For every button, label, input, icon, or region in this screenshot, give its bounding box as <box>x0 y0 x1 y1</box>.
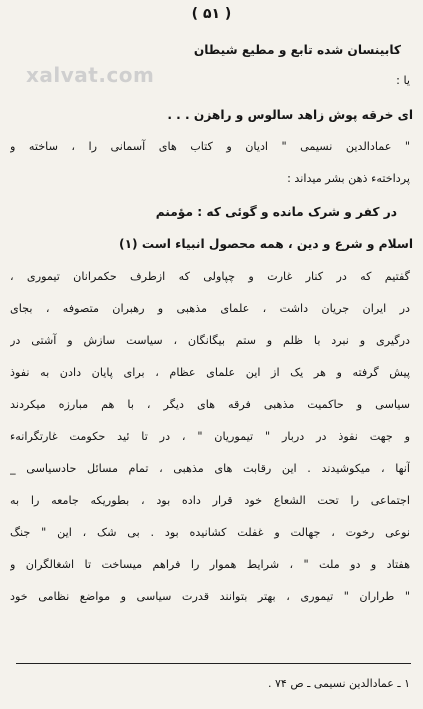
verse-line: ای خرقه پوش زاهد سالوس و راهزن . . . <box>167 108 413 122</box>
paragraph-line: در ایران جریان داشت ، علمای مذهبی و رهبران متصوفه ، بجای <box>10 302 410 315</box>
paragraph-line: نوعی رخوت ، جهالت و غفلت کشانیده بود . بی شک ، این " جنگ <box>10 526 410 539</box>
footnote-divider <box>16 663 411 664</box>
footnote: ۱ ـ عمادالدین نسیمی ـ ص ۷۴ . <box>268 677 410 690</box>
verse-line: اسلام و شرع و دین ، همه محصول انبیاء است (۱) <box>119 237 413 251</box>
paragraph-line: پیش گرفته و هر یک از این علمای عظام ، برای پایان دادن به نفوذ <box>10 366 410 379</box>
paragraph-line: پرداخته‌ء ذهن بشر میداند : <box>287 172 410 185</box>
paragraph-line: سیاسی و حاکمیت مذهبی فرقه های دیگر ، با هم مبارزه میکردند <box>10 398 410 411</box>
paragraph-line: " عمادالدین نسیمی " ادیان و کتاب های آسمانی را ، ساخته و <box>10 140 410 153</box>
paragraph-line: درگیری و نبرد با ظلم و ستم بیگانگان ، سیاست سازش و آشتی در <box>10 334 410 347</box>
paragraph-line: " طراران " تیموری ، بهتر بتوانند قدرت سیاسی و مواضع نظامی خود <box>10 590 410 603</box>
paragraph-line: هفتاد و دو ملت " ، شرایط هموار را فراهم میساخت تا اشغالگران و <box>10 558 410 571</box>
paragraph-line: اجتماعی را تحت الشعاع خود قرار داده بود ، بطوریکه جامعه را به <box>10 494 410 507</box>
text-line: یا : <box>396 74 410 87</box>
watermark: xalvat.com <box>26 63 155 87</box>
page-number: ( ۵۱ ) <box>191 6 232 22</box>
verse-line: در کفر و شرک مانده و گوئی که : مؤمنم <box>155 205 397 219</box>
paragraph-line: آنها ، میکوشیدند . این رقابت های مذهبی ، تمام مسائل حادسیاسی _ <box>10 462 410 475</box>
verse-line: کابینسان شده تابع و مطیع شیطان <box>193 43 401 57</box>
paragraph-line: گفتیم که در کنار غارت و چپاولی که ازطرف حکمرانان تیموری ، <box>10 270 410 283</box>
paragraph-line: و جهت نفوذ در دربار " تیموریان " ، در تا ئید حکومت غارتگرانه‌ء <box>10 430 410 443</box>
